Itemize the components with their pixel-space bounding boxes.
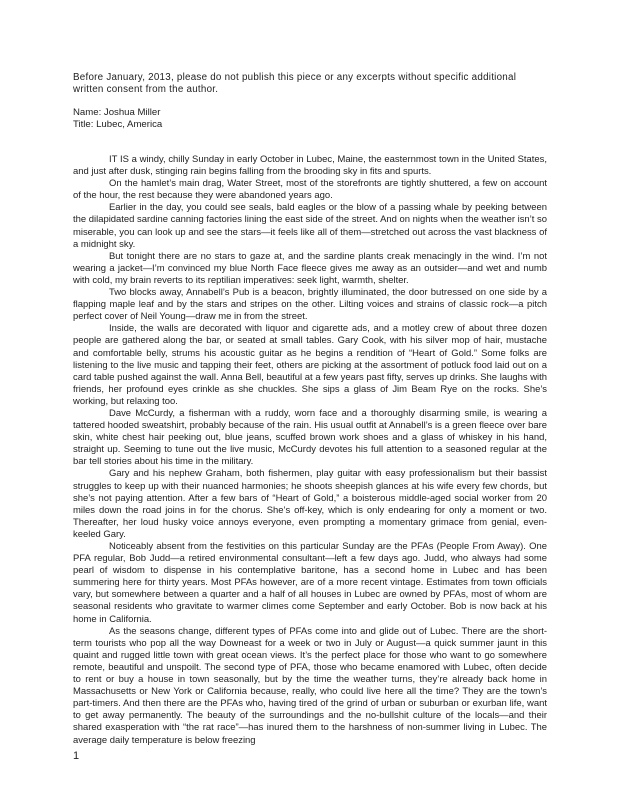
article-title: Title: Lubec, America — [73, 119, 163, 130]
author-meta — [73, 107, 547, 131]
paragraph: Inside, the walls are decorated with liquor and cigarette ads, and a motley crew of about three dozen people are gathered along the bar, or seated at small tables. Gary Cook, with his silver mop of hair, mustache and comfortable belly, strums his acoustic guitar as he begins a rendition of “Heart of Gold.” Some folks are listening to the live music and tapping their feet, others are picking at the assortment of potluck food laid out on a card table pushed against the wall. Anna Bell, beautiful at a few years past fifty, serves up drinks. She laughs with friends, her profound eyes crinkle as she chuckles. She sips a glass of Jim Beam Rye on the rocks. She’s working, but relaxing too. — [73, 323, 547, 407]
paragraph: Noticeably absent from the festivities on this particular Sunday are the PFAs (People From Away). One PFA regular, Bob Judd—a retired environmental consultant—left a few days ago. Judd, who always had some pearl of wisdom to dispense in his contemplative baritone, has a second home in Lubec and has been summering here for thirty years. Most PFAs however, are of a more recent vintage. Estimates from town officials vary, but somewhere between a quarter and a half of all houses in Lubec are owned by PFAs, most of whom are seasonal residents who gravitate to warmer climes come September and early October. Bob is now back at his home in California. — [73, 541, 547, 625]
paragraph: But tonight there are no stars to gaze at, and the sardine plants creak menacingly in the wind. I’m not wearing a jacket—I’m convinced my blue North Face fleece gives me away as an outsider—and wet and numb with cold, my brain reverts to its reptilian imperatives: seek light, warmth, shelter. — [73, 250, 547, 286]
document-page — [73, 72, 547, 747]
article-body — [73, 154, 547, 747]
paragraph: Dave McCurdy, a fisherman with a ruddy, worn face and a thoroughly disarming smile, is wearing a tattered hooded sweatshirt, probably because of the rain. His usual outfit at Annabell’s is a green fleece over bare skin, white chest hair peeking out, blue jeans, scuffed brown work shoes and a glass of whiskey in his hand, straight up. Seeming to tune out the live music, McCurdy devotes his full attention to a seasoned regular at the bar tell stories about his time in the military. — [73, 407, 547, 468]
page-number: 1 — [73, 750, 80, 762]
paragraph: Earlier in the day, you could see seals, bald eagles or the blow of a passing whale by peeking between the dilapidated sardine canning factories lining the east side of the street. And on nights when the weather isn’t so miserable, you can look up and see the stars—it feels like all of them—stretched out across the vast blackness of a midnight sky. — [73, 202, 547, 250]
paragraph: IT IS a windy, chilly Sunday in early October in Lubec, Maine, the easternmost town in the United States, and just after dusk, stinging rain begins falling from the brooding sky in fits and spurts. — [73, 154, 547, 178]
paragraph: As the seasons change, different types of PFAs come into and glide out of Lubec. There are the short-term tourists who pop all the way Downeast for a week or two in July or August—a quick summer jaunt in this quaint and rugged little town with great ocean views. It’s the perfect place for those who want to go somewhere remote, beautiful and unspoilt. The second type of PFA, those who became enamored with Lubec, often decide to rent or buy a house in town seasonally, but by the time the weather turns, they’re already back home in Massachusetts or New York or California because, really, who could live here all the time? They are the town’s part-timers. And then there are the PFAs who, having tired of the grind of urban or suburban or exurban life, want to get away permanently. The beauty of the surroundings and the no-bullshit culture of the locals—and their shared exasperation with “the rat race”—has inured them to the harshness of non-summer living in Lubec. The average daily temperature is below freezing — [73, 625, 547, 746]
publication-notice: Before January, 2013, please do not publish this piece or any excerpts without specific additional written consent from the author. — [73, 72, 517, 95]
author-name: Name: Joshua Miller — [73, 107, 161, 118]
paragraph: Two blocks away, Annabell’s Pub is a beacon, brightly illuminated, the door butressed on one side by a flapping maple leaf and by the stars and stripes on the other. Lilting voices and strains of classic rock—a pitch perfect cover of Neil Young—draw me in from the street. — [73, 287, 547, 323]
paragraph: Gary and his nephew Graham, both fishermen, play guitar with easy professionalism but their bassist struggles to keep up with their nuanced harmonies; he shoots sheepish glances at his wife every few chords, but she’s not paying attention. After a few bars of “Heart of Gold,” a boisterous middle-aged social worker from 20 miles down the road joins in for the chorus. She’s off-key, which is only endearing for only a moment or two. Thereafter, her loud husky voice annoys everyone, even prompting a momentary grimace from genial, even-keeled Gary. — [73, 468, 547, 540]
paragraph: On the hamlet’s main drag, Water Street, most of the storefronts are tightly shuttered, a few on account of the hour, the rest because they were abandoned years ago. — [73, 178, 547, 202]
